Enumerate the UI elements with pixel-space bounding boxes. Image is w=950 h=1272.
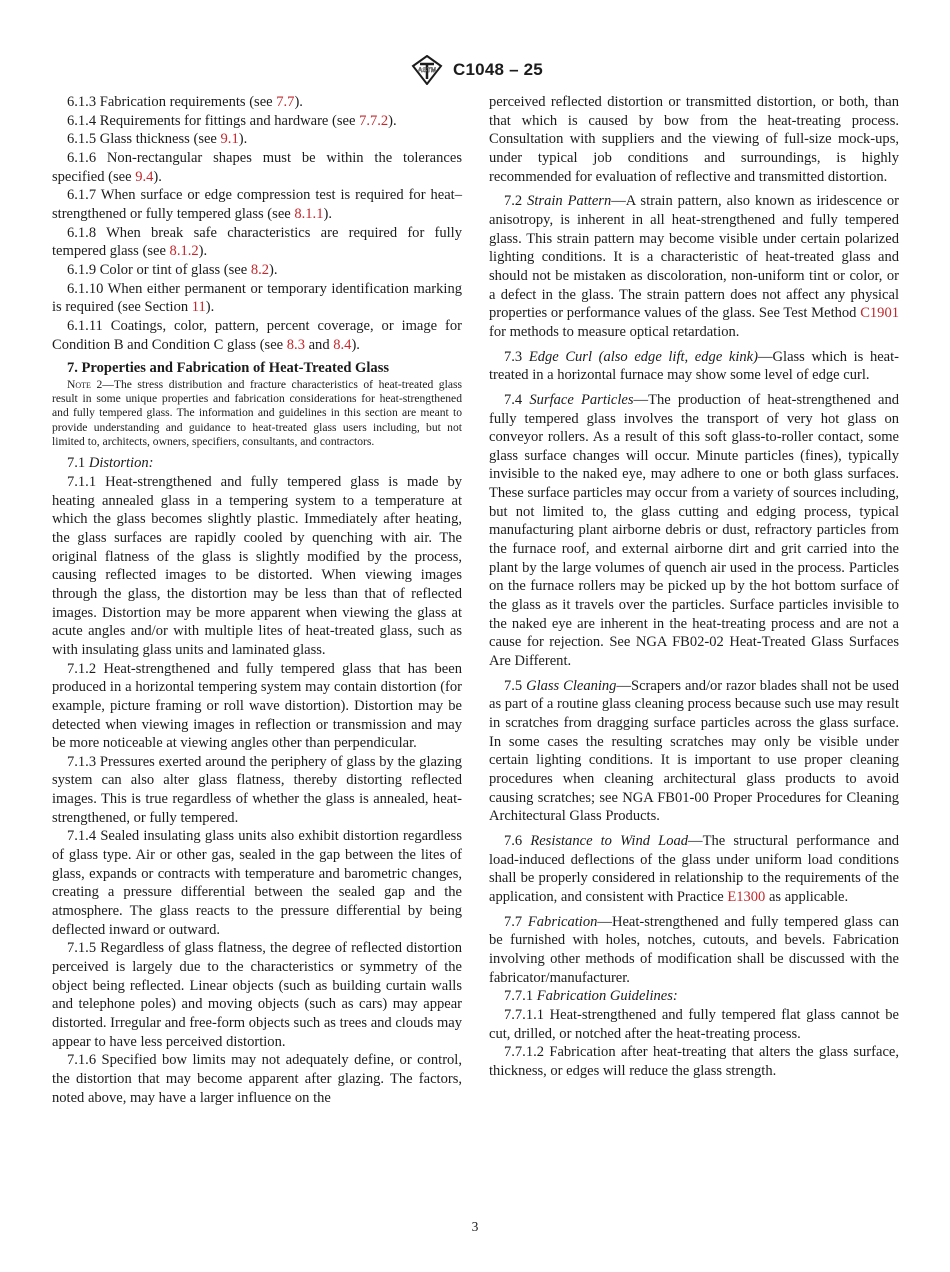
ref-link[interactable]: 7.7 [276, 94, 295, 110]
ref-link[interactable]: 9.4 [135, 168, 154, 185]
paragraph-7-7: 7.7 Fabrication—Heat-strengthened and fully tempered glass can be furnished with holes, notches, cutouts, and bevels. Fabrication involving other methods of modification shall be discussed with the fabricator/manufacturer. [489, 913, 899, 986]
paragraph-7-1-3: 7.1.3 Pressures exerted around the periphery of glass by the glazing system can also alter glass flatness, thereby distorting reflected images. This is true regardless of whether the glass is annealed, heat-strengthened, or fully tempered. [52, 753, 462, 826]
paragraph-7-1-6-continued: perceived reflected distortion or transmitted distortion, or both, than that which is caused by bow from the heat-treating process. Consultation with suppliers and the viewing of full-size mock-ups, under typical job conditions and surroundings, is highly recommended for evaluation of reflective and transmitted distortion. [489, 94, 899, 185]
paragraph-7-7-1: 7.7.1 Fabrication Guidelines: [504, 988, 678, 1005]
paragraph-6-1-5: 6.1.5 Glass thickness (see 9.1). [67, 131, 248, 148]
paragraph-6-1-11: 6.1.11 Coatings, color, pattern, percent coverage, or image for Condition B and Condition C glass (see 8.3 and 8.4). [52, 317, 462, 353]
note-label: Note 2 [67, 377, 103, 391]
page-number: 3 [471, 1219, 479, 1234]
astm-logo-icon [407, 55, 447, 85]
paragraph-6-1-9: 6.1.9 Color or tint of glass (see 8.2). [67, 261, 278, 278]
ref-link[interactable]: 7.7.2 [359, 112, 389, 129]
paragraph-6-1-8: 6.1.8 When break safe characteristics are required for fully tempered glass (see 8.1.2). [52, 224, 462, 260]
paragraph-6-1-10: 6.1.10 When either permanent or temporary identification marking is required (see Section 11). [52, 280, 462, 316]
paragraph-7-4: 7.4 Surface Particles—The production of heat-strengthened and fully tempered glass involves the transport of very hot glass on conveyor rollers. As a result of this soft glass-to-roller contact, some glass surface changes will occur. Minute particles (fines), typically invisible to the naked eye, may adhere to one or both glass surfaces. These surface particles may occur from a variety of sources including, but not limited to, the glass cutting and edging process, typical manufacturing plant airborne debris or dust, refractory particles from the furnace roof, and external airborne dirt and grit carried into the plant by the large volumes of quench air used in the process. Particles on the furnace rollers may be picked up by the hot bottom surface of the glass as it travels over the particles. Surface particles invisible to the naked eye are inherent in the heat-treating process and are not a cause for rejection. See NGA FB02-02 Heat-Treated Glass Surfaces Are Different. [489, 391, 899, 670]
paragraph-7-7-1-2: 7.7.1.2 Fabrication after heat-treating that alters the glass surface, thickness, or edges will reduce the glass strength. [489, 1044, 899, 1079]
paragraph-7-5: 7.5 Glass Cleaning—Scrapers and/or razor blades shall not be used as part of a routine glass cleaning process because such use may result in scratches from dragging surface particles across the glass surface. In some cases the resulting scratches may only be visible under certain lighting conditions. It is important to use proper cleaning procedures when cleaning architectural glass products to avoid causing scratches; see NGA FB01-00 Proper Procedures for Cleaning Architectural Glass Products. [489, 677, 899, 825]
right-column [489, 93, 899, 1080]
paragraph-6-1-7: 6.1.7 When surface or edge compression test is required for heat–strengthened or fully tempered glass (see 8.1.1). [52, 187, 462, 222]
ref-link[interactable]: 8.1.2 [169, 243, 199, 260]
ref-link[interactable]: 8.2 [250, 261, 270, 278]
paragraph-7-2: 7.2 Strain Pattern—A strain pattern, also known as iridescence or anisotropy, is inherent in all heat-strengthened and fully tempered glass. This strain pattern may become visible under certain polarized lighting conditions. It is a characteristic of heat-treated glass and should not be mistaken as discoloration, non-uniform tint or color, or a defect in the glass. The strain pattern does not affect any physical properties or performance values of the glass. See Test Method C1901 for methods to measure optical retardation. [489, 193, 899, 340]
ref-link[interactable]: 8.3 [286, 336, 305, 353]
left-column [52, 93, 462, 1107]
paragraph-7-1-6: 7.1.6 Specified bow limits may not adequately define, or control, the distortion that may become apparent after glazing. The factors, noted above, may have a larger influence on the [52, 1052, 462, 1106]
ref-link[interactable]: 9.1 [220, 131, 239, 148]
paragraph-7-1-2: 7.1.2 Heat-strengthened and fully tempered glass that has been produced in a horizontal tempering system may contain distortion (for example, picture framing or roll wave distortion). Distortion may be detected when viewing images in reflection or transmission and may be more noticeable at viewing angles other than perpendicular. [52, 660, 462, 752]
ref-link[interactable]: 11 [191, 299, 206, 316]
ref-link[interactable]: E1300 [727, 888, 766, 905]
document-id: C1048 – 25 [453, 60, 543, 79]
page-header [0, 55, 950, 85]
paragraph-7-1: 7.1 Distortion: [67, 455, 154, 472]
paragraph-7-1-5: 7.1.5 Regardless of glass flatness, the degree of reflected distortion perceived is largely due to the characteristics or symmetry of the object being reflected. Linear objects (such as building curtain walls and telephone poles) and moving objects (such as cars) may appear distorted. Irregular and free-form objects such as trees and clouds may appear to have less perceived distortion. [52, 940, 462, 1050]
paragraph-6-1-3: 6.1.3 Fabrication requirements (see 7.7). [67, 94, 303, 110]
paragraph-7-3: 7.3 Edge Curl (also edge lift, edge kink)—Glass which is heat-treated in a horizontal furnace may show some level of edge curl. [489, 348, 900, 384]
paragraph-7-6: 7.6 Resistance to Wind Load—The structural performance and load-induced deflections of the glass under uniform load conditions shall be properly considered in relationship to the requirements of the application, and consistent with Practice E1300 as applicable. [489, 832, 899, 905]
ref-link[interactable]: C1901 [860, 305, 899, 322]
paragraph-6-1-6: 6.1.6 Non-rectangular shapes must be within the tolerances specified (see 9.4). [52, 149, 462, 185]
ref-link[interactable]: 8.1.1 [294, 205, 324, 222]
paragraph-7-1-1: 7.1.1 Heat-strengthened and fully tempered glass is made by heating annealed glass in a tempering system to a temperature at which the glass becomes slightly plastic. Immediately after heating, the glass surfaces are rapidly cooled by quenching with air. The original flatness of the glass is slightly modified by the process, causing reflected images to be distorted. When viewing images through the glass, the distortion may be less than that of reflected images. Distortion may be more apparent when viewing the glass at acute angles and/or with multiple lites of heat-treated glass, such as with insulating glass units and laminated glass. [52, 473, 462, 658]
svg-text:ASTM: ASTM [417, 67, 437, 74]
paragraph-7-1-4: 7.1.4 Sealed insulating glass units also exhibit distortion regardless of glass type. Air or other gas, sealed in the gap between the lites of glass, expands or contracts with temperature and barometric changes, creating a pressure differential between the sealed gap and the atmosphere. The glass reacts to the pressure differential by being deflected inward or outward. [52, 828, 462, 938]
ref-link[interactable]: 8.4 [333, 336, 352, 353]
paragraph-7-7-1-1: 7.7.1.1 Heat-strengthened and fully tempered flat glass cannot be cut, drilled, or notched after the heat-treating process. [489, 1006, 899, 1042]
section-7-heading: 7. Properties and Fabrication of Heat-Treated Glass [67, 360, 390, 377]
paragraph-6-1-4: 6.1.4 Requirements for fittings and hardware (see 7.7.2). [67, 112, 397, 129]
note-2: Note 2—The stress distribution and fracture characteristics of heat-treated glass result in some unique properties and fabrication considerations for heat-strengthened and fully tempered glass. The information and guidelines in this section are meant to provide understanding and guidance to heat-treated glass users including, but not limited to, architects, owners, specifiers, consultants, and contractors. [52, 377, 462, 449]
